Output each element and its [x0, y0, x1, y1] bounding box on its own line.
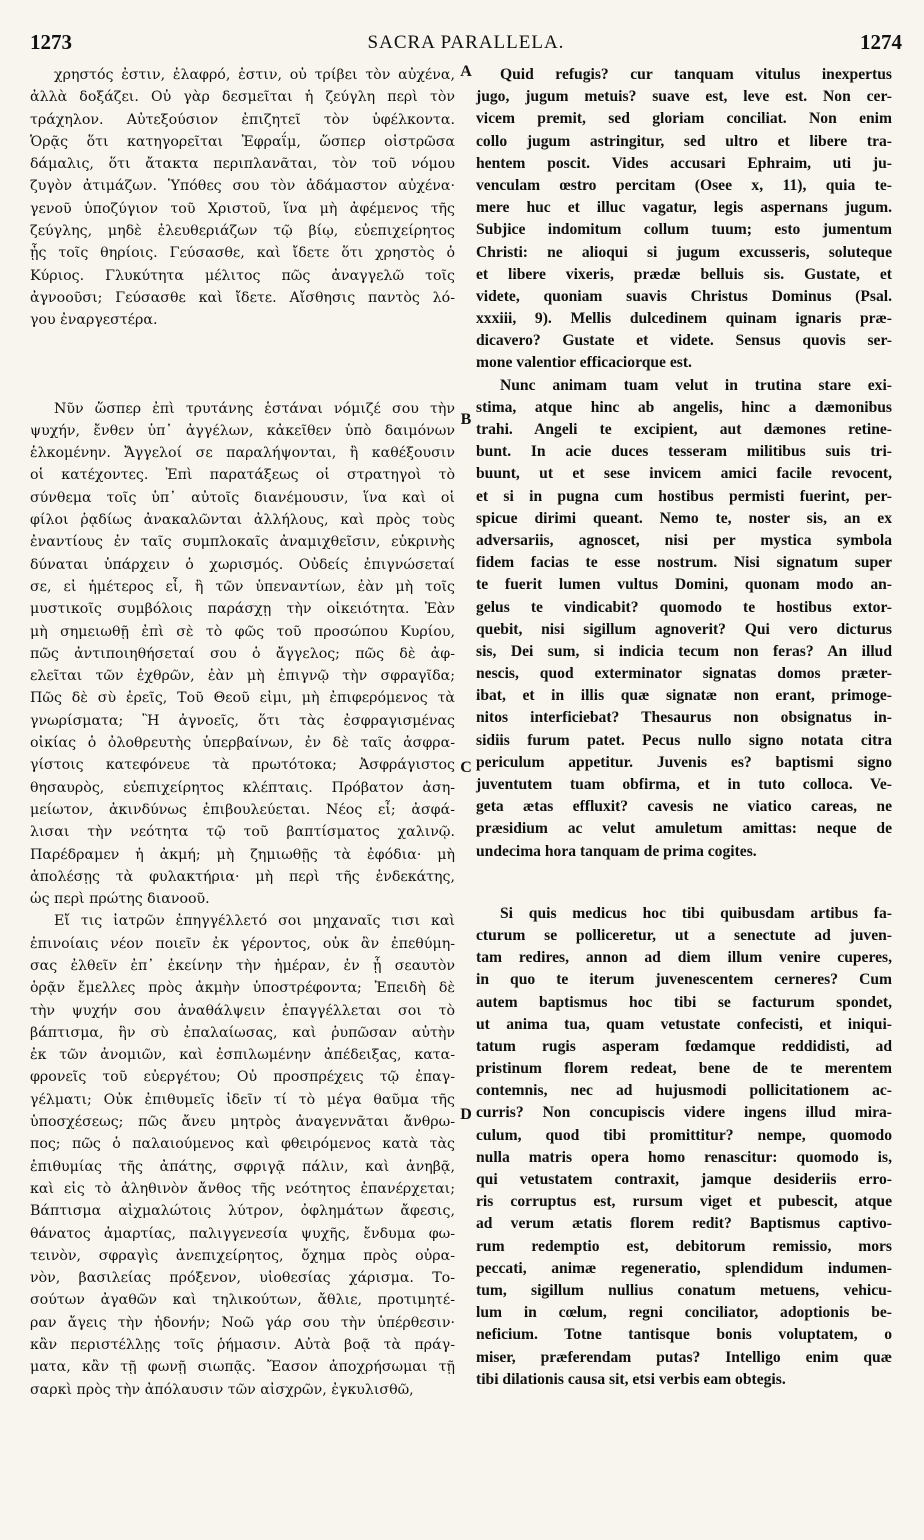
section-marker-c: C	[460, 759, 472, 776]
latin-text-line: in quo te iterum juvenescentem cerneres? Cum	[476, 971, 892, 989]
latin-text-line: juventutem tuam obfirma, et in tuto colloca. Ve-	[476, 776, 892, 793]
greek-text-line: Παρέδραμεν ἡ ἀκμή; μὴ ζημιωθῇς τὰ ἐφόδια· μὴ	[30, 846, 455, 863]
greek-text-line: δάμαλις, ὅτι ἄτακτα περιπλανᾶται, τὸν τοῦ νόμου	[30, 156, 455, 173]
greek-text-line: Νῦν ὥσπερ ἐπὶ τρυτάνης ἑστάναι νόμιζέ σου τὴν	[54, 400, 455, 417]
greek-text-line: ελεῖται τῶν ἐχθρῶν, ἐὰν μὴ ἐπιγνῷ τὴν σφραγῖδα;	[30, 668, 455, 685]
greek-text-line: ὑποσχέσεως; πῶς ἄνευ μητρὸς ἀναγεννᾶται ἄνθρω-	[30, 1114, 455, 1131]
section-marker-a: A	[460, 63, 472, 80]
latin-text-line: et libere vixeris, prædæ belluis sis. Gustate, et	[476, 265, 892, 283]
latin-text-line: autem baptismus hoc tibi se facturum spondet,	[476, 993, 892, 1011]
greek-text-line: μὴ σημειωθῇ ἐπὶ σὲ τὸ φῶς τοῦ προσώπου Κυρίου,	[30, 623, 455, 640]
greek-text-line: σας ἐλθεῖν ἐπ᾽ ἐκείνην τὴν ἡμέραν, ἐν ᾗ σεαυτὸν	[30, 957, 455, 974]
latin-text-line: mere huc et illuc vagatur, legis aspernans jugum.	[476, 199, 892, 217]
latin-text-line: Nunc animam tuam velut in trutina stare exi-	[500, 376, 892, 394]
latin-text-line: lum in cœlum, regni conciliator, adoptionis be-	[476, 1304, 892, 1322]
latin-text-line: curris? Non concupiscis videre ingens illud mira-	[476, 1104, 892, 1122]
greek-text-line: πος; πῶς ὁ παλαιούμενος καὶ φθειρόμενος κατὰ τὰς	[30, 1136, 455, 1153]
latin-text-line: nulla matris opera homo renascitur: quomodo is,	[476, 1148, 892, 1166]
latin-text-line: rum redemptio est, debitorum remissio, mors	[476, 1237, 892, 1255]
greek-text-line: δύναται ὑπάρχειν ὁ χωρισμός. Οὐδείς ἐπιγνώσεταί	[30, 556, 455, 573]
greek-text-line: ζυγὸν ἀτιμάζων. Ὑπόθες σου τὸν ἀδάμαστον αὐχένα·	[30, 178, 455, 195]
latin-text-line: tum, sigillum nullius conatum metuens, vehicu-	[476, 1281, 892, 1299]
greek-text-line: ᾖς τοῖς θηρίοις. Γεύσασθε, καὶ ἴδετε ὅτι χρηστὸς ὁ	[30, 245, 455, 262]
greek-text-line: πῶς ἀντιποιηθήσεταί σου ὁ ἄγγελος; πῶς δὲ ἀφ-	[30, 645, 455, 662]
latin-text-line: sis, Dei sum, si indicia tecum non feras? An illud	[476, 642, 892, 660]
latin-text-line: geta ætas effluxit? cavesis ne viatico careas, ne	[476, 798, 892, 816]
latin-text-line: ut anima tua, quam vetustate confecisti, et iniqui-	[476, 1015, 892, 1033]
greek-text-line: σούτων ἀγαθῶν καὶ τηλικούτων, ἄθλιε, προτιμητέ-	[30, 1292, 455, 1309]
greek-text-line: θησαυρὸς, εὐεπιχείρητος κλέπταις. Πρόβατον ἀση-	[30, 779, 455, 796]
greek-text-line: ραν ἄγεις τὴν ἡδονήν; Νοῶ γάρ σου τὴν ὑπέρθεσιν·	[30, 1314, 455, 1331]
greek-text-line: ἀγνοοῦσι; Γεύσασθε καὶ ἴδετε. Αἴσθησις παντὸς λό-	[30, 289, 455, 306]
latin-text-line: bunt. In acie duces tesseram militibus suis tri-	[476, 443, 892, 461]
greek-text-line: ἐναντίους ἐν ταῖς συμπλοκαῖς ἀναμιχθεῖσιν, εὐκρινὴς	[30, 534, 455, 551]
latin-column	[476, 64, 892, 1391]
latin-text-line: peccati, animæ regeneratio, splendidum indumen-	[476, 1259, 892, 1277]
greek-text-line: φρονεῖς τοῦ εὐεργέτου; Οὐ προσπρέχεις τῷ ἐπαγ-	[30, 1069, 455, 1086]
greek-text-line: φίλοι ῥᾳδίως ἀνακαλῶνται ἀλλήλους, καὶ πρὸς τοὺς	[30, 512, 455, 529]
latin-text-line: collo jugum astringitur, sed ultro et libere tra-	[476, 132, 892, 150]
greek-text-line: Πῶς δὲ σὺ ἐρεῖς, Τοῦ Θεοῦ εἰμι, μὴ ἐπιφερόμενος τὰ	[30, 690, 455, 707]
greek-text-line: μείωτον, ἀκινδύνως ἐπιβουλεύεται. Νέος εἶ; ἀσφά-	[30, 801, 455, 818]
latin-text-line: spicue dirimi queant. Nemo te, noster sis, an ex	[476, 509, 892, 527]
greek-text-line: σε, εἰ ἡμέτερος εἶ, ἢ τῶν ὑπεναντίων, ἐὰν μὴ τοῖς	[30, 578, 455, 595]
greek-column	[30, 64, 455, 1401]
latin-text-line: mone valentior efficaciorque est.	[476, 354, 692, 372]
latin-text-line: xxxiii, 9). Mellis dulcedinem quinam ignaris præ-	[476, 310, 892, 328]
latin-text-line: vicem premit, sed gloriam conciliat. Non enim	[476, 110, 892, 128]
greek-text-line: γου ἐναργεστέρα.	[30, 312, 158, 329]
latin-text-line: quebit, nisi sigillum agnoverit? Qui vero dicturus	[476, 620, 892, 638]
running-title: SACRA PARALLELA.	[367, 32, 565, 53]
latin-text-line: Christi: ne alioqui si jugum excusseris, soluteque	[476, 243, 892, 261]
latin-text-line: qui vetustatem contraxit, jamque desideriis erro-	[476, 1171, 892, 1188]
greek-text-line: τεινὸν, σφραγὶς ἀνεπιχείρητος, ὄχημα πρὸς οὐρα-	[30, 1247, 455, 1264]
greek-text-line: ἐπιθυμίας τῆς ἀπάτης, σφριγᾷ πάλιν, καὶ ἀνηβᾷ,	[30, 1158, 455, 1175]
latin-text-line: neficium. Totne tantisque bonis voluptatem, o	[476, 1326, 892, 1344]
latin-text-line: buunt, ut et sese invicem amici facile revocent,	[476, 465, 892, 483]
latin-text-line: tatum rugis asperam fœdamque reddidisti, ad	[476, 1037, 892, 1055]
latin-text-line: et si in pugna cum hostibus permisti fuerint, per-	[476, 487, 892, 505]
greek-text-line: θάνατος ἁμαρτίας, παλιγγενεσία ψυχῆς, ἔνδυμα φω-	[30, 1225, 455, 1242]
latin-text-line: pristinum florem redeat, bene de te merentem	[476, 1060, 892, 1078]
greek-text-line: Εἴ τις ἰατρῶν ἐπηγγέλλετό σοι μηχαναῖς τισι καὶ	[54, 913, 455, 930]
latin-text-line: venculam œstro percitam (Osee x, 11), quia te-	[476, 176, 892, 194]
latin-paragraph-1	[476, 64, 892, 375]
greek-text-line: κἂν περιστέλλῃς τοῖς ῥήμασιν. Αὐτὰ βοᾷ τὰ πράγ-	[30, 1337, 455, 1354]
latin-text-line: nitos interficiebat? Thesaurus non obsignatus in-	[476, 709, 892, 727]
latin-text-line: periculum appetitur. Juvenis es? baptismi signo	[476, 753, 892, 771]
greek-text-line: ζεύγλης, μηδὲ ἐλευθεριάζων τῷ βίῳ, εὐεπιχείρητος	[30, 223, 455, 240]
latin-text-line: tam redires, annon ad diem illum venire cuperes,	[476, 949, 892, 967]
greek-text-line: Βάπτισμα αἰχμαλώτοις λύτρον, ὀφλημάτων ἄφεσις,	[30, 1203, 455, 1220]
latin-text-line: tibi dilationis causa sit, etsi verbis eam obtegis.	[476, 1370, 786, 1388]
page-header	[30, 30, 902, 60]
latin-text-line: contemnis, nec ad hujusmodi pollicitationem ac-	[476, 1082, 892, 1100]
latin-text-line: stima, atque hinc ab angelis, hinc a dæmonibus	[476, 398, 892, 416]
greek-text-line: οἰκίας ὁ ὀλοθρευτὴς ὑπερβαίνων, ἐν δὲ ταῖς ἀσφρα-	[30, 735, 455, 752]
latin-paragraph-3	[476, 903, 892, 1391]
greek-text-line: βάπτισμα, ἣν σὺ ἐπαλαίωσας, καὶ ῥυπῶσαν αὐτὴν	[30, 1024, 455, 1041]
greek-paragraph-3	[30, 910, 455, 1401]
page-number-right: 1274	[860, 30, 902, 54]
latin-text-line: hentem poscit. Vides accusari Ephraim, uti ju-	[476, 154, 892, 172]
latin-text-line: jugo, jugum metuis? suave est, leve est. Non cer-	[476, 88, 892, 106]
greek-text-line: Ὁρᾷς ὅτι κατηγορεῖται Ἐφραΐμ, ὥσπερ οἰστρῶσα	[30, 133, 455, 150]
latin-text-line: miser, præferendam putas? Intelligo enim quæ	[476, 1348, 892, 1366]
greek-text-line: γίστοις κατεφόνευε τὰ πρωτότοκα; Ἀσφράγιστος	[30, 757, 455, 774]
latin-text-line: undecima hora tanquam de prima cogites.	[476, 842, 757, 860]
greek-text-line: ψυχήν, ἔνθεν ὑπ᾽ ἀγγέλων, κἀκεῖθεν ὑπὸ δαιμόνων	[30, 422, 455, 439]
greek-text-line: Κύριος. Γλυκύτητα μέλιτος πῶς ἀναγγελῶ τοῖς	[30, 267, 455, 284]
latin-text-line: præsidium ac velut amuletum amittas: neque de	[476, 820, 892, 838]
latin-text-line: videte, quoniam suavis Christus Dominus (Psal.	[476, 287, 892, 305]
latin-text-line: gelus te vindicabit? quomodo te hostibus extor-	[476, 598, 892, 616]
latin-paragraph-2	[476, 375, 892, 863]
greek-text-line: ἑλκομένην. Ἄγγελοί σε παραλήψονται, ἢ καθέξουσιν	[30, 445, 455, 462]
greek-text-line: ὡς περὶ πρώτης διανοοῦ.	[30, 891, 210, 908]
greek-text-line: γέλματι; Οὐκ ἐπιθυμεῖς ἰδεῖν τί τὸ μέγα θαῦμα τῆς	[30, 1091, 455, 1108]
greek-text-line: νὸν, βασιλείας πρόξενον, υἱοθεσίας χάρισμα. Το-	[30, 1270, 455, 1287]
latin-text-line: Quid refugis? cur tanquam vitulus inexpertus	[500, 66, 892, 83]
greek-text-line: γενοῦ ὑποζύγιον τοῦ Χριστοῦ, ἵνα μὴ ἀφέμενος τῆς	[30, 200, 455, 217]
latin-text-line: ris corruptus est, rursum viget et pubescit, atque	[476, 1193, 892, 1211]
latin-text-line: adversariis, agnoscet, nisi per mystica symbola	[476, 531, 892, 549]
page-number-left: 1273	[30, 30, 72, 54]
greek-text-line: ἐπινοίαις νέον ποιεῖν ἐκ γέροντος, οὐκ ἂν ἐπεθύμη-	[30, 935, 455, 952]
greek-text-line: ματα, κἂν τῇ φωνῇ σιωπᾷς. Ἔασον ἀποχρήσωμαι τῇ	[30, 1359, 455, 1376]
greek-text-line: ὁρᾷν ἔμελλες πρὸς ἀκμὴν ὑποστρέφοντα; Ἐπειδὴ δὲ	[30, 980, 455, 997]
greek-text-line: ἐκ τῶν ἀνομιῶν, καὶ ἐσπιλωμένην ἀπέδειξας, κατα-	[30, 1047, 455, 1064]
greek-text-line: τράχηλον. Αὐτεξούσιον ἐπιζητεῖ τὸν ὑφέλκοντα.	[30, 111, 455, 128]
greek-text-line: τὴν ψυχήν σου ἀναθάλψειν ἐπαγγέλλεται σοι τὸ	[30, 1002, 455, 1019]
greek-text-line: λισαι τὴν νεότητα τῷ τοῦ βαπτίσματος χαλινῷ.	[30, 824, 455, 841]
latin-text-line: nescis, quod exterminator signatas domos præter-	[476, 665, 892, 683]
latin-text-line: Si quis medicus hoc tibi quibusdam artibus fa-	[500, 904, 892, 922]
greek-text-line: σαρκὶ πρὸς τὴν ἀπόλαυσιν τῶν αἰσχρῶν, ἐγκυλισθῶ,	[30, 1381, 414, 1398]
greek-text-line: σύνθεμα τοῖς ὑπ᾽ αὐτοῖς διανέμουσιν, ἵνα καὶ οἱ	[30, 489, 455, 506]
greek-paragraph-1	[30, 64, 455, 332]
greek-text-line: γνωρίσματα; Ἢ ἀγνοεῖς, ὅτι τὰς ἐσφραγισμένας	[30, 712, 455, 729]
latin-text-line: trahi. Angeli te excipient, aut dæmones retine-	[476, 421, 892, 438]
latin-text-line: te fuerit lumen vultus Domini, quonam modo an-	[476, 576, 892, 594]
section-marker-b: B	[460, 411, 472, 428]
latin-text-line: culum, quod tibi promittitur? nempe, quomodo	[476, 1126, 892, 1144]
greek-text-line: ἀπολέσῃς τὰ φυλακτήρια· μὴ περὶ τῆς ἑνδεκάτης,	[30, 868, 455, 885]
latin-text-line: ad verum ætatis florem redit? Baptismus captivo-	[476, 1215, 892, 1233]
greek-text-line: καὶ εἰς τὸ ἀληθινὸν ἄνθος τῆς νεότητος ἐπανέρχεται;	[30, 1180, 455, 1197]
latin-text-line: fidem facias te esse nostrum. Nisi signatum super	[476, 554, 892, 572]
section-marker-d: D	[460, 1106, 472, 1123]
greek-text-line: οἱ κατέχοντες. Ἐπὶ παρατάξεως οἱ στρατηγοὶ τὸ	[30, 467, 455, 484]
latin-text-line: Subjice indomitum collum tuum; esto jumentum	[476, 221, 892, 239]
latin-text-line: ibat, et in illis quæ signatæ non erant, primoge-	[476, 687, 892, 705]
latin-text-line: dicavero? Gustate et videte. Sensus quovis ser-	[476, 332, 892, 350]
greek-text-line: χρηστός ἐστιν, ἐλαφρό, ἐστιν, οὐ τρίβει τὸν αὐχένα,	[54, 67, 455, 83]
greek-text-line: ἀλλὰ δοξάζει. Οὐ γὰρ δεσμεῖται ἡ ζεύγλη περὶ τὸν	[30, 89, 455, 106]
latin-text-line: sidiis furum patet. Pecus nullo signo notata citra	[476, 731, 892, 749]
latin-text-line: cturum se polliceretur, ut a senectute ad juven-	[476, 926, 892, 944]
greek-text-line: μυστικοῖς συμβόλοις παράσχῃ τὴν οἰκειότητα. Ἐὰν	[30, 601, 455, 618]
greek-paragraph-2	[30, 398, 455, 911]
